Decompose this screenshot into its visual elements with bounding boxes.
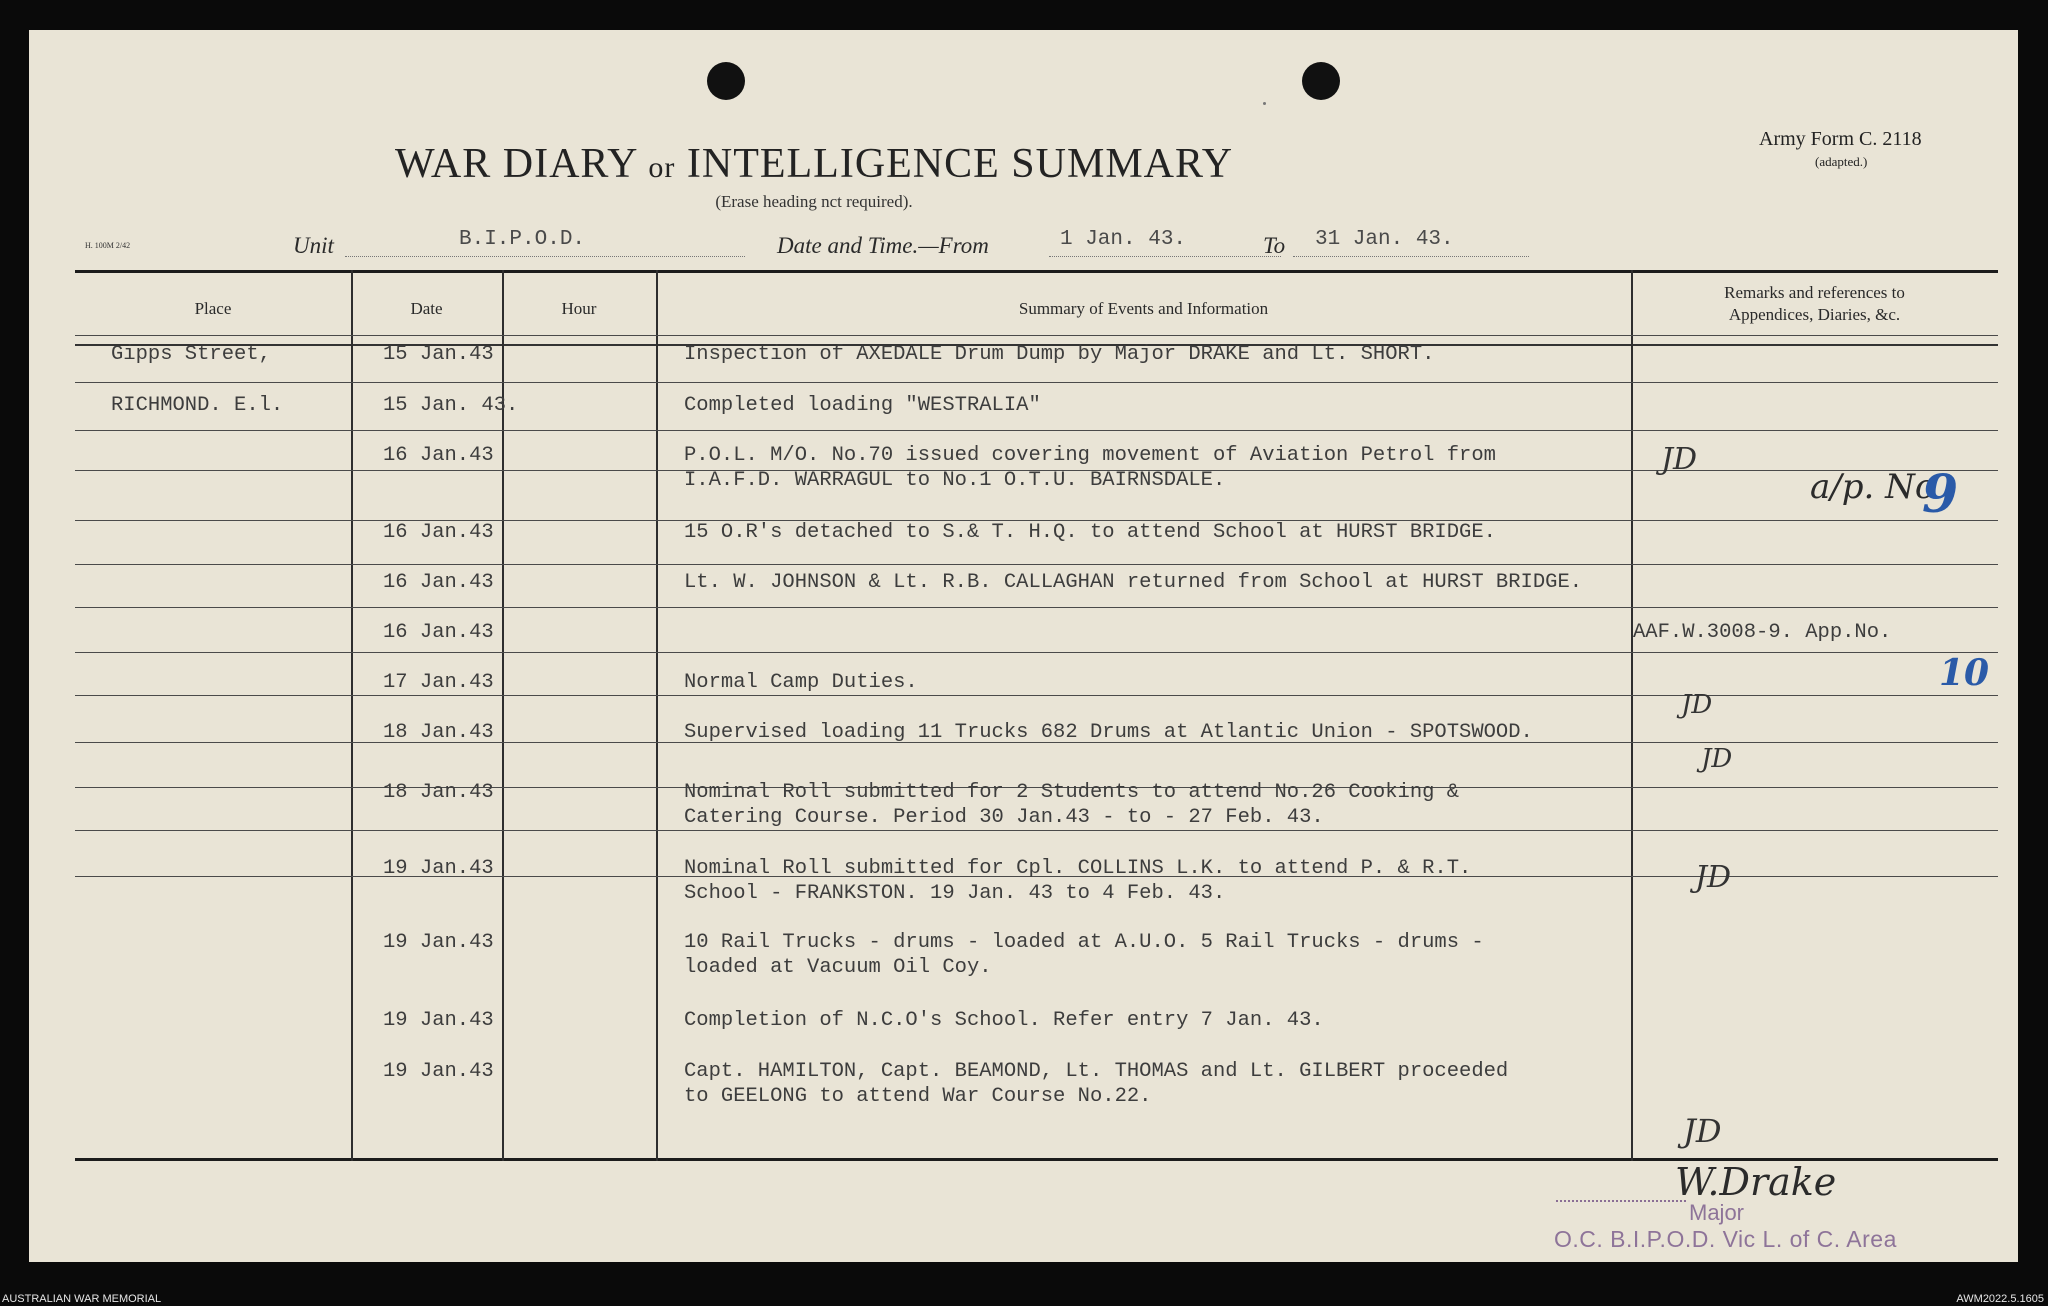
unit-dotline (345, 256, 745, 257)
row-rule (75, 607, 1998, 608)
stamp-unit: O.C. B.I.P.O.D. Vic L. of C. Area (1554, 1226, 1897, 1252)
column-header-summary: Summary of Events and Information (1018, 299, 1269, 318)
cell-date: 17 Jan.43 (383, 671, 494, 694)
title-or: or (648, 151, 676, 184)
paper-speck (1263, 102, 1266, 105)
cell-summary-line: Capt. HAMILTON, Capt. BEAMOND, Lt. THOMAS and Lt. GILBERT proceeded (684, 1060, 1509, 1083)
footer-source: AUSTRALIAN WAR MEMORIAL (2, 1293, 162, 1305)
cell-summary-line: 15 O.R's detached to S.& T. H.Q. to attend School at HURST BRIDGE. (684, 521, 1496, 544)
initials-5: JD (1683, 1112, 1722, 1150)
signature-drake: W.Drake (1675, 1160, 1837, 1204)
handwritten-appendix-number: 9 (1922, 464, 1959, 525)
initials-2: JD (1681, 690, 1713, 720)
col-divider-place (351, 270, 353, 1161)
cell-summary-line: Lt. W. JOHNSON & Lt. R.B. CALLAGHAN returned from School at HURST BRIDGE. (684, 571, 1583, 594)
to-label: To (1263, 233, 1286, 258)
cell-date: 16 Jan.43 (383, 444, 494, 467)
cell-summary-line: loaded at Vacuum Oil Coy. (684, 956, 992, 979)
column-header-remarks (1631, 282, 1998, 326)
cell-place: Gipps Street, (111, 343, 271, 366)
cell-date: 15 Jan. 43. (383, 394, 519, 417)
row-rule (75, 564, 1998, 565)
cell-summary-line: 10 Rail Trucks - drums - loaded at A.U.O. 5 Rail Trucks - drums - (684, 931, 1484, 954)
initials-1: JD (1661, 442, 1698, 477)
date-to-value: 31 Jan. 43. (1315, 228, 1454, 251)
cell-date: 18 Jan.43 (383, 721, 494, 744)
diary-page (29, 30, 2018, 1262)
col-divider-summary (1631, 270, 1633, 1161)
cell-summary-line: Completion of N.C.O's School. Refer entry 7 Jan. 43. (684, 1009, 1324, 1032)
handwritten-appendix-number-2: 10 (1939, 652, 1990, 694)
initials-3: JD (1701, 744, 1733, 774)
cell-summary-line: Catering Course. Period 30 Jan.43 - to - 27 Feb. 43. (684, 806, 1324, 829)
cell-date: 15 Jan.43 (383, 343, 494, 366)
cell-summary-line: Nominal Roll submitted for 2 Students to attend No.26 Cooking & (684, 781, 1460, 804)
cell-summary-line: Supervised loading 11 Trucks 682 Drums at Atlantic Union - SPOTSWOOD. (684, 721, 1533, 744)
cell-remarks: AAF.W.3008-9. App.No. (1633, 621, 1892, 644)
title-intelligence-summary: INTELLIGENCE SUMMARY (686, 141, 1234, 187)
punch-hole-right (1302, 62, 1340, 100)
row-rule (75, 382, 1998, 383)
cell-date: 19 Jan.43 (383, 857, 494, 880)
page-title (29, 140, 1599, 188)
cell-summary-line: School - FRANKSTON. 19 Jan. 43 to 4 Feb. 43. (684, 882, 1226, 905)
unit-label: Unit (293, 233, 334, 258)
date-to-dotline (1293, 256, 1529, 257)
cell-summary-line: Nominal Roll submitted for Cpl. COLLINS L.K. to attend P. & R.T. (684, 857, 1472, 880)
cell-date: 16 Jan.43 (383, 521, 494, 544)
form-code: H. 100M 2/42 (85, 241, 131, 250)
cell-summary-line: to GEELONG to attend War Course No.22. (684, 1085, 1152, 1108)
cell-date: 18 Jan.43 (383, 781, 494, 804)
stamp-dotline (1556, 1200, 1686, 1202)
cell-summary-line: Completed loading "WESTRALIA" (684, 394, 1041, 417)
row-rule (75, 430, 1998, 431)
column-header-date: Date (410, 299, 443, 318)
handwritten-appendix-note: a/p. No (1810, 467, 1936, 507)
page-subtitle: (Erase heading nct required). (715, 192, 913, 211)
remarks-header-line-1: Remarks and references to (1724, 283, 1905, 302)
cell-summary-line: Inspection of AXEDALE Drum Dump by Major DRAKE and Lt. SHORT. (684, 343, 1435, 366)
column-header-place: Place (194, 299, 232, 318)
cell-date: 19 Jan.43 (383, 1060, 494, 1083)
column-header-hour: Hour (561, 299, 597, 318)
date-label: Date and Time.—From (777, 233, 989, 258)
stamp-rank: Major (1689, 1200, 1745, 1225)
row-rule (75, 830, 1998, 831)
cell-date: 16 Jan.43 (383, 621, 494, 644)
form-adapted: (adapted.) (1815, 154, 1868, 169)
remarks-header-line-2: Appendices, Diaries, &c. (1728, 305, 1901, 324)
unit-value: B.I.P.O.D. (459, 228, 586, 251)
cell-summary-line: P.O.L. M/O. No.70 issued covering movement of Aviation Petrol from (684, 444, 1496, 467)
table-top-rule (75, 270, 1998, 273)
row-rule (75, 652, 1998, 653)
footer-accession: AWM2022.5.1605 (1956, 1293, 2044, 1305)
cell-summary-line: I.A.F.D. WARRAGUL to No.1 O.T.U. BAIRNSDALE. (684, 469, 1226, 492)
cell-date: 16 Jan.43 (383, 571, 494, 594)
cell-date: 19 Jan.43 (383, 1009, 494, 1032)
title-war-diary: WAR DIARY (394, 141, 637, 187)
date-from-value: 1 Jan. 43. (1060, 228, 1187, 251)
punch-hole-left (707, 62, 745, 100)
cell-summary-line: Normal Camp Duties. (684, 671, 918, 694)
initials-4: JD (1695, 860, 1732, 895)
row-rule (75, 335, 1998, 336)
form-number: Army Form C. 2118 (1759, 128, 1922, 150)
cell-place: RICHMOND. E.l. (111, 394, 284, 417)
date-from-dotline (1049, 256, 1281, 257)
col-divider-hour (656, 270, 658, 1161)
cell-date: 19 Jan.43 (383, 931, 494, 954)
